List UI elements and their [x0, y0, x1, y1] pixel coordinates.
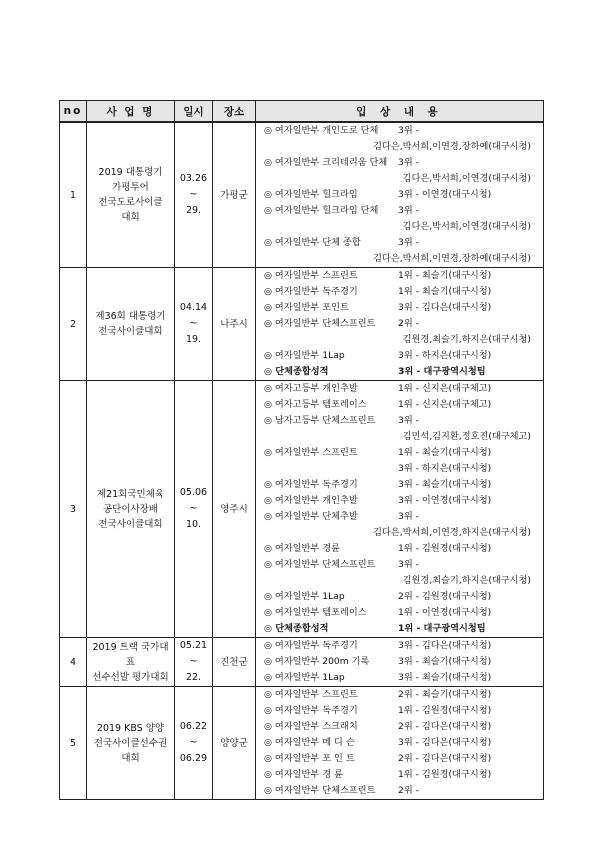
result-event: ◎ 여자일반부 개인추발: [264, 495, 358, 506]
result-event: ◎ 여자일반부 1Lap: [264, 350, 345, 361]
event-date-line: 06.29: [179, 753, 208, 764]
result-event: ◎ 여자일반부 독주경기: [264, 479, 358, 490]
result-rank: 3위 -: [398, 125, 419, 136]
result-line: [264, 284, 539, 300]
event-date-line: 05.06: [179, 487, 208, 498]
result-rank: 3위 - 최슬기(대구시청): [398, 656, 492, 667]
result-event: ◎ 남자고등부 단체스프린트: [264, 415, 376, 426]
result-event: ◎ 여자일반부 단체추발: [264, 511, 358, 522]
result-line: [264, 445, 539, 461]
result-line: [264, 381, 539, 397]
event-date-line: 29.: [185, 205, 202, 216]
result-event: ◎ 여자일반부 스프린트: [264, 447, 358, 458]
event-name-line: 전국도로사이클: [98, 197, 163, 208]
result-event: ◎ 여자고등부 템포레이스: [264, 399, 367, 410]
result-line: [264, 751, 539, 767]
result-line: [264, 461, 539, 477]
result-line: [264, 348, 539, 364]
event-name: [87, 268, 175, 381]
result-rank: 2위 - 김다은(대구시청): [398, 721, 492, 732]
result-rank: 3위 - 이연경(대구시청): [398, 189, 492, 200]
result-rank: 2위 - 최슬기(대구시청): [398, 689, 492, 700]
event-name-line: 선수선발 평가대회: [92, 671, 169, 683]
result-event: ◎ 여자일반부 크리테리움 단체: [264, 157, 388, 168]
result-line: [264, 767, 539, 783]
result-line: [264, 557, 539, 573]
row-number: 5: [60, 687, 87, 800]
result-rank: 1위 - 최슬기(대구시청): [398, 286, 492, 297]
event-name-line: 대회: [121, 212, 140, 223]
event-date: [175, 268, 213, 381]
table-row: [60, 687, 544, 800]
header-event-name: 사 업 명: [87, 101, 175, 123]
event-name-line: 전국사이클대회: [98, 518, 163, 530]
event-results: [256, 687, 544, 800]
event-date-line: 10.: [185, 519, 202, 530]
result-line: [264, 203, 539, 219]
result-rank: 2위 -: [398, 785, 419, 796]
result-event: ◎ 여자일반부 단체 종합: [264, 237, 361, 248]
result-line: [264, 589, 539, 605]
result-rank: 3위 - 최슬기(대구시청): [398, 672, 492, 683]
event-date-line: 04.14: [179, 302, 208, 313]
header-no: no: [60, 101, 87, 123]
result-rank: 2위 -: [398, 318, 419, 329]
result-event: ◎ 여자고등부 개인추발: [264, 383, 358, 394]
result-rank: 3위 -: [398, 511, 419, 522]
result-line: [264, 155, 539, 171]
result-line: [264, 235, 539, 251]
event-results: [256, 122, 544, 268]
row-number: 3: [60, 381, 87, 638]
result-members-line: 김원경,최슬기,하지은(대구시청): [402, 575, 531, 586]
result-rank: 1위 - 신지은(대구체고): [398, 383, 492, 394]
table-row: [60, 638, 544, 687]
event-date-line: 22.: [185, 672, 202, 683]
result-line: [264, 687, 539, 703]
event-date-line: 05.21: [179, 640, 208, 651]
result-rank: 1위 - 최슬기(대구시청): [398, 270, 492, 281]
event-date-line: ~: [189, 318, 198, 329]
result-event: ◎ 여자일반부 경륜: [264, 543, 340, 554]
result-event: ◎ 여자일반부 200m 기록: [264, 656, 370, 667]
result-event: ◎ 단체종합성적: [264, 623, 329, 634]
result-rank: 3위 - 하지은(대구시청): [398, 350, 492, 361]
event-place: 나주시: [213, 268, 256, 381]
result-members-line: 김원경,최슬기,하지은(대구시청): [402, 334, 531, 345]
result-rank: 2위 - 김다은(대구시청): [398, 753, 492, 764]
header-date: 일시: [175, 101, 213, 123]
result-members-line: 김민석,김지환,정호진(대구체고): [402, 431, 531, 442]
result-rank: 1위 - 김원경(대구시청): [398, 543, 492, 554]
event-name: [87, 687, 175, 800]
result-members-line: 김다은,박서희,이연경,장하예(대구시청): [373, 253, 531, 264]
result-line: [264, 783, 539, 799]
result-line: [264, 364, 539, 380]
event-name: [87, 381, 175, 638]
event-name-line: 전국사이클대회: [98, 326, 163, 337]
result-line: [264, 397, 539, 413]
result-rank: 3위 -: [398, 157, 419, 168]
event-date-line: 19.: [185, 334, 202, 345]
result-line: [264, 413, 539, 429]
result-rank: 3위 - 대구광역시청팀: [398, 366, 486, 377]
result-rank: 1위 - 이연경(대구시청): [398, 607, 492, 618]
result-line: [264, 493, 539, 509]
table-row: [60, 268, 544, 381]
event-date-line: 06.22: [179, 721, 208, 732]
result-rank: 3위 - 이연경(대구시청): [398, 495, 492, 506]
result-rank: 1위 - 대구광역시청팀: [398, 623, 486, 634]
result-event: ◎ 여자일반부 경 륜: [264, 769, 343, 780]
event-name-line: 전국사이클선수권: [93, 737, 168, 749]
results-table: [59, 100, 544, 800]
event-place: 영주시: [213, 381, 256, 638]
result-rank: 3위 -: [398, 237, 419, 248]
result-line: [264, 621, 539, 637]
event-date-line: 03.26: [179, 173, 208, 184]
result-event: ◎ 여자일반부 템포레이스: [264, 607, 367, 618]
header-row: [60, 101, 544, 123]
result-event: ◎ 단체종합성적: [264, 366, 329, 377]
result-rank: 1위 - 신지은(대구체고): [398, 399, 492, 410]
result-line: [264, 316, 539, 332]
event-results: [256, 381, 544, 638]
result-rank: 3위 -: [398, 415, 419, 426]
row-number: 4: [60, 638, 87, 687]
table-body: [60, 122, 544, 800]
result-rank: 3위 - 김다은(대구시청): [398, 737, 492, 748]
event-name-line: 공단이사장배: [102, 503, 159, 515]
result-event: ◎ 여자일반부 1Lap: [264, 672, 345, 683]
result-members-line: 김다은,박서희,이연경(대구시청): [402, 173, 531, 184]
result-event: ◎ 여자일반부 개인도로 단체: [264, 125, 379, 136]
event-name-line: 제36회 대통령기: [95, 311, 166, 322]
result-rank: 2위 - 김원경(대구시청): [398, 591, 492, 602]
event-name-line: 대회: [121, 752, 140, 764]
event-name-line: 제21회국민체육: [96, 488, 165, 500]
result-event: ◎ 여자일반부 스크래치: [264, 721, 358, 732]
table-row: [60, 381, 544, 638]
result-members-line: 김다은,박서희,이연경,하지은(대구시청): [373, 527, 531, 538]
result-event: ◎ 여자일반부 힐크라임: [264, 189, 358, 200]
event-place: 가평군: [213, 122, 256, 268]
result-line: [264, 605, 539, 621]
result-members-line: 김다은,박서희,이연경,장하예(대구시청): [373, 141, 531, 152]
result-event: ◎ 여자일반부 스프린트: [264, 270, 358, 281]
result-line: [264, 509, 539, 525]
header-place: 장소: [213, 101, 256, 123]
result-event: ◎ 여자일반부 힐크라임 단체: [264, 205, 379, 216]
result-rank: 3위 - 하지은(대구시청): [398, 463, 492, 474]
result-line: [264, 654, 539, 670]
event-results: [256, 638, 544, 687]
result-event: ◎ 여자일반부 포 인 트: [264, 753, 355, 764]
event-date-line: ~: [189, 503, 198, 514]
result-line: [264, 477, 539, 493]
result-line: [264, 719, 539, 735]
result-members-line: 김다은,박서희,이연경(대구시청): [402, 221, 531, 232]
result-event: ◎ 여자일반부 독주경기: [264, 705, 358, 716]
result-event: ◎ 여자일반부 단체스프린트: [264, 318, 376, 329]
event-name-line: 2019 KBS 양양: [96, 722, 165, 734]
event-name: [87, 638, 175, 687]
result-event: ◎ 여자일반부 단체스프린트: [264, 785, 376, 796]
event-place: 진천군: [213, 638, 256, 687]
event-date: [175, 638, 213, 687]
result-rank: 1위 - 최슬기(대구시청): [398, 447, 492, 458]
result-event: ◎ 여자일반부 메 디 슨: [264, 737, 355, 748]
result-line: [264, 123, 539, 139]
result-rank: 3위 - 김다은(대구시청): [398, 640, 492, 651]
event-date: [175, 122, 213, 268]
event-results: [256, 268, 544, 381]
result-event: ◎ 여자일반부 1Lap: [264, 591, 345, 602]
event-place: 양양군: [213, 687, 256, 800]
event-name: [87, 122, 175, 268]
result-rank: 3위 -: [398, 559, 419, 570]
result-line: [264, 268, 539, 284]
event-date-line: ~: [189, 189, 198, 200]
event-date: [175, 381, 213, 638]
result-event: ◎ 여자일반부 포인트: [264, 302, 349, 313]
result-rank: 3위 -: [398, 205, 419, 216]
event-date-line: ~: [189, 737, 198, 748]
result-rank: 1위 - 김원경(대구시청): [398, 705, 492, 716]
table-row: [60, 122, 544, 268]
event-date: [175, 687, 213, 800]
event-name-line: 2019 트랙 국가대표: [92, 641, 169, 668]
result-event: ◎ 여자일반부 독주경기: [264, 640, 358, 651]
result-line: [264, 703, 539, 719]
result-event: ◎ 여자일반부 독주경기: [264, 286, 358, 297]
result-line: [264, 670, 539, 686]
result-line: [264, 187, 539, 203]
result-line: [264, 638, 539, 654]
result-rank: 3위 - 김다은(대구시청): [398, 302, 492, 313]
result-line: [264, 735, 539, 751]
result-rank: 1위 - 김원경(대구시청): [398, 769, 492, 780]
header-results: 입 상 내 용: [256, 101, 544, 123]
event-name-line: 2019 대통령기: [98, 167, 163, 178]
result-line: [264, 300, 539, 316]
event-name-line: 가평투어: [112, 182, 149, 193]
result-event: ◎ 여자일반부 스프린트: [264, 689, 358, 700]
result-rank: 3위 - 최슬기(대구시청): [398, 479, 492, 490]
result-event: ◎ 여자일반부 단체스프린트: [264, 559, 376, 570]
event-date-line: ~: [189, 656, 198, 667]
result-line: [264, 541, 539, 557]
row-number: 2: [60, 268, 87, 381]
row-number: 1: [60, 122, 87, 268]
